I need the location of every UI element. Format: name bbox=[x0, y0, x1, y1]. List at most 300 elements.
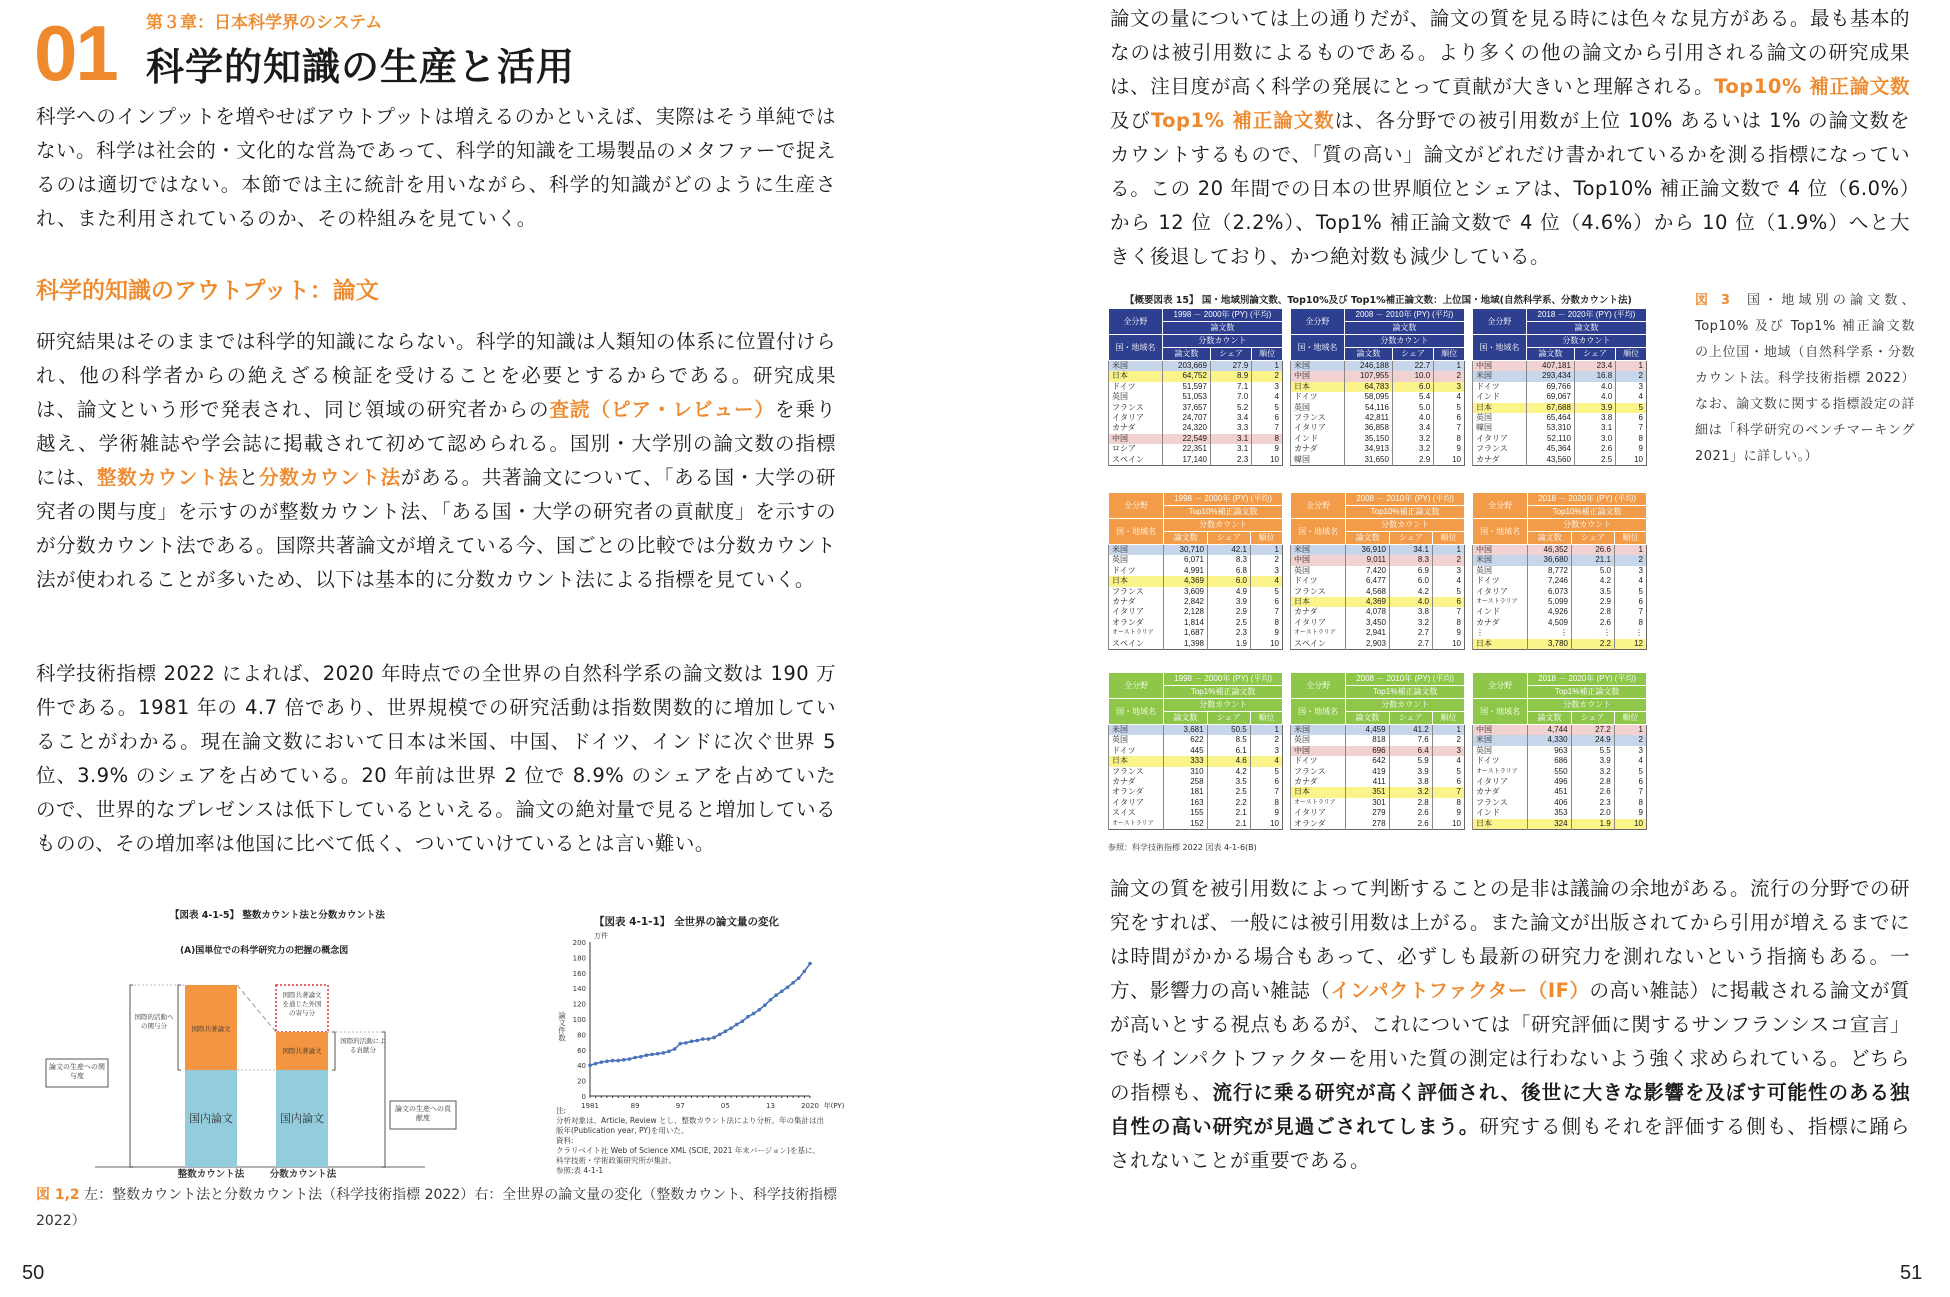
rank: 3 bbox=[1252, 382, 1283, 392]
country-name: 中国 bbox=[1291, 371, 1345, 381]
paper-count: 4,991 bbox=[1164, 566, 1208, 576]
rank: 9 bbox=[1252, 444, 1283, 454]
rank: 7 bbox=[1434, 423, 1465, 433]
share: 6.0 bbox=[1392, 382, 1433, 392]
rank: 5 bbox=[1252, 403, 1283, 413]
share: 3.2 bbox=[1392, 444, 1433, 454]
header-period: 2008 － 2010年 (PY) (平均) bbox=[1346, 673, 1465, 686]
paper-count: 696 bbox=[1346, 746, 1389, 756]
paper-count: 31,650 bbox=[1344, 455, 1392, 466]
header-country: 国・地域名 bbox=[1473, 519, 1528, 545]
country-name: イタリア bbox=[1291, 618, 1346, 628]
header-period: 2018 － 2020年 (PY) (平均) bbox=[1528, 493, 1647, 506]
share: 22.7 bbox=[1392, 361, 1433, 372]
data-point bbox=[729, 1026, 733, 1030]
keyword-peer-review: 査読（ピア・レビュー） bbox=[549, 398, 775, 421]
paper-count: 4,926 bbox=[1528, 607, 1572, 617]
paper-count: 7,246 bbox=[1528, 576, 1572, 586]
paper-count: 3,450 bbox=[1346, 618, 1390, 628]
country-name: 英国 bbox=[1109, 392, 1163, 402]
paper-count: 42,811 bbox=[1344, 413, 1392, 423]
data-point bbox=[695, 1039, 699, 1043]
paper-count: 54,116 bbox=[1344, 403, 1392, 413]
paper-count: 4,369 bbox=[1346, 597, 1390, 607]
header-country: 国・地域名 bbox=[1109, 699, 1164, 725]
quality-paragraph bbox=[1110, 2, 1910, 274]
country-name: フランス bbox=[1473, 798, 1528, 808]
chart-note-line: 資料: bbox=[556, 1136, 574, 1145]
rank: 4 bbox=[1432, 756, 1464, 766]
rank: 3 bbox=[1434, 382, 1465, 392]
chart-notes bbox=[556, 1106, 826, 1176]
figure3-text: 国・地域別の論文数、Top10% 及び Top1% 補正論文数の上位国・地域（自然科学系・分数カウント法。科学技術指標 2022）なお、論文数に関する指標設定の詳細は「科学研究のベンチマーキング 2021」に詳しい。） bbox=[1695, 293, 1915, 464]
paper-count: 353 bbox=[1528, 808, 1571, 818]
paper-count: 163 bbox=[1164, 798, 1207, 808]
rank: 9 bbox=[1250, 808, 1282, 818]
table-row bbox=[1291, 403, 1465, 413]
data-point bbox=[803, 969, 807, 973]
paper-count: 686 bbox=[1528, 756, 1571, 766]
paper-count: 64,783 bbox=[1344, 382, 1392, 392]
share: 2.5 bbox=[1208, 618, 1251, 628]
table-row bbox=[1109, 455, 1283, 466]
share: 3.9 bbox=[1208, 597, 1251, 607]
header-count-method: 分数カウント bbox=[1344, 335, 1464, 348]
header-all-fields: 全分野 bbox=[1473, 309, 1527, 335]
share: 6.9 bbox=[1390, 566, 1433, 576]
data-point bbox=[633, 1056, 637, 1060]
table-header-row bbox=[1473, 309, 1647, 322]
share: 1.9 bbox=[1208, 639, 1251, 650]
chapter-number: 01 bbox=[34, 9, 117, 97]
rank: 7 bbox=[1614, 607, 1646, 617]
table-row bbox=[1291, 735, 1465, 745]
country-name: 米国 bbox=[1473, 735, 1528, 745]
rank: 1 bbox=[1434, 361, 1465, 372]
header-column: シェア bbox=[1392, 348, 1433, 361]
table-figure-title: 【概要図表 15】 国・地域別論文数、Top10%及び Top1%補正論文数：上位国・地域(自然科学系、分数カウント法) bbox=[1125, 295, 1632, 306]
text: 論文の質を被引用数によって判断することの是非は議論の余地がある。流行の分野での研究をすれば、一般には被引用数は上がる。また論文が出版されてから引用が増えるまでには時間がかかる場合もあって、必ずしも最新の研究力を測れないという指摘もある。一方、影響力の高い雑誌（ bbox=[1110, 877, 1911, 1002]
y-tick-label: 200 bbox=[572, 939, 586, 947]
share: 6.4 bbox=[1389, 746, 1432, 756]
data-point bbox=[599, 1060, 603, 1064]
rank: 10 bbox=[1432, 819, 1464, 830]
rank: 9 bbox=[1434, 444, 1465, 454]
header-column: シェア bbox=[1208, 532, 1251, 545]
table-row bbox=[1291, 746, 1465, 756]
paper-count: 64,752 bbox=[1162, 371, 1210, 381]
country-name: 日本 bbox=[1109, 576, 1164, 586]
rank: 2 bbox=[1614, 555, 1646, 565]
data-point bbox=[718, 1033, 722, 1037]
table-row bbox=[1473, 725, 1647, 736]
country-name: 日本 bbox=[1291, 787, 1346, 797]
table-row bbox=[1291, 597, 1465, 607]
header-column: 論文数 bbox=[1164, 712, 1207, 725]
share: 3.2 bbox=[1571, 767, 1614, 777]
table-row bbox=[1291, 777, 1465, 787]
share: 3.8 bbox=[1389, 777, 1432, 787]
country-name: 英国 bbox=[1473, 746, 1528, 756]
paper-count: 65,464 bbox=[1526, 413, 1574, 423]
paper-count: 7,420 bbox=[1346, 566, 1390, 576]
paper-count: 181 bbox=[1164, 787, 1207, 797]
table-row bbox=[1109, 787, 1283, 797]
ranking-table-grid bbox=[1290, 672, 1465, 830]
country-name: ⋮ bbox=[1473, 628, 1528, 638]
ranking-table-grid bbox=[1472, 672, 1647, 830]
ranking-table bbox=[1108, 308, 1283, 466]
ranking-table bbox=[1472, 308, 1647, 466]
header-metric: 論文数 bbox=[1162, 322, 1282, 335]
country-name: 日本 bbox=[1473, 819, 1528, 830]
table-row bbox=[1473, 767, 1647, 777]
country-name: イタリア bbox=[1291, 423, 1345, 433]
header-column: 論文数 bbox=[1162, 348, 1210, 361]
table-header-row bbox=[1291, 673, 1465, 686]
paper-count: 4,369 bbox=[1164, 576, 1208, 586]
country-name: カナダ bbox=[1291, 777, 1346, 787]
data-point bbox=[724, 1030, 728, 1034]
rank: 8 bbox=[1614, 798, 1646, 808]
paper-count: 1,687 bbox=[1164, 628, 1208, 638]
share: 3.1 bbox=[1210, 434, 1251, 444]
share: 2.6 bbox=[1389, 819, 1432, 830]
data-point bbox=[690, 1040, 694, 1044]
paper-count: 3,681 bbox=[1164, 725, 1207, 736]
x-label-whole: 整数カウント法 bbox=[177, 1169, 245, 1180]
keyword-fractional-count: 分数カウント法 bbox=[258, 466, 401, 489]
country-name: イタリア bbox=[1291, 808, 1346, 818]
paper-count: 3,609 bbox=[1164, 587, 1208, 597]
rank: 2 bbox=[1432, 555, 1464, 565]
table-row bbox=[1473, 639, 1647, 650]
header-period: 1998 － 2000年 (PY) (平均) bbox=[1164, 493, 1283, 506]
table-row bbox=[1109, 413, 1283, 423]
data-point bbox=[678, 1042, 682, 1046]
rank: 1 bbox=[1432, 545, 1464, 556]
table-row bbox=[1291, 413, 1465, 423]
table-row bbox=[1291, 787, 1465, 797]
header-metric: Top10%補正論文数 bbox=[1346, 506, 1465, 519]
label-intl-involvement: 国際的活動への関与分 bbox=[134, 1013, 174, 1030]
country-name: 日本 bbox=[1473, 639, 1528, 650]
country-name: ドイツ bbox=[1291, 576, 1346, 586]
table-row bbox=[1473, 545, 1647, 556]
header-count-method: 分数カウント bbox=[1162, 335, 1282, 348]
rank: 12 bbox=[1614, 639, 1646, 650]
table-header-row bbox=[1109, 493, 1283, 506]
share: 5.5 bbox=[1571, 746, 1614, 756]
header-column: シェア bbox=[1210, 348, 1251, 361]
chapter-title: 科学的知識の生産と活用 bbox=[146, 45, 576, 89]
rank: 6 bbox=[1616, 413, 1647, 423]
country-name: スペイン bbox=[1109, 639, 1164, 650]
y-tick-label: 20 bbox=[577, 1077, 586, 1086]
table-row bbox=[1473, 808, 1647, 818]
share: 4.0 bbox=[1392, 413, 1433, 423]
share: 34.1 bbox=[1390, 545, 1433, 556]
data-point bbox=[769, 998, 773, 1002]
table-row bbox=[1473, 403, 1647, 413]
share: 7.6 bbox=[1389, 735, 1432, 745]
country-name: スペイン bbox=[1291, 639, 1346, 650]
country-name: 米国 bbox=[1109, 361, 1163, 372]
rank: 3 bbox=[1250, 566, 1282, 576]
data-point bbox=[707, 1037, 711, 1041]
paper-count: 152 bbox=[1164, 819, 1207, 830]
country-name: オランダ bbox=[1109, 787, 1164, 797]
country-name: イタリア bbox=[1473, 777, 1528, 787]
share: 4.0 bbox=[1574, 392, 1615, 402]
share: 4.2 bbox=[1390, 587, 1433, 597]
country-name: フランス bbox=[1109, 587, 1164, 597]
table-row bbox=[1291, 808, 1465, 818]
country-name: フランス bbox=[1109, 403, 1163, 413]
table-row bbox=[1109, 808, 1283, 818]
series-line bbox=[590, 964, 810, 1066]
chart-note-line: 分析対象は、Article, Review とし、整数カウント法により分析。年の集計は出版年(Publication year, PY)を用いた。 bbox=[556, 1116, 824, 1135]
paper-count: ⋮ bbox=[1528, 628, 1572, 638]
ranking-table-grid bbox=[1290, 308, 1465, 466]
share: 1.9 bbox=[1571, 819, 1614, 830]
country-name: カナダ bbox=[1473, 455, 1527, 466]
counting-method-diagram bbox=[40, 905, 510, 1180]
share: 4.0 bbox=[1574, 382, 1615, 392]
rank: 7 bbox=[1250, 607, 1282, 617]
country-name: 日本 bbox=[1291, 382, 1345, 392]
rank: 4 bbox=[1614, 756, 1646, 766]
country-name: 日本 bbox=[1291, 597, 1346, 607]
header-count-method: 分数カウント bbox=[1526, 335, 1646, 348]
table-row bbox=[1291, 444, 1465, 454]
rank: 3 bbox=[1616, 382, 1647, 392]
paper-count: 51,597 bbox=[1162, 382, 1210, 392]
share: 8.5 bbox=[1207, 735, 1250, 745]
country-name: 英国 bbox=[1291, 735, 1346, 745]
data-point bbox=[639, 1055, 643, 1059]
table-row bbox=[1291, 371, 1465, 381]
header-column: 順位 bbox=[1432, 532, 1464, 545]
country-name: オーストラリア bbox=[1291, 798, 1346, 808]
label-domestic-1: 国内論文 bbox=[189, 1112, 233, 1125]
data-point bbox=[594, 1062, 598, 1066]
paper-count: 2,842 bbox=[1164, 597, 1208, 607]
table-header-row bbox=[1291, 699, 1465, 712]
header-all-fields: 全分野 bbox=[1291, 673, 1346, 699]
share: 24.9 bbox=[1571, 735, 1614, 745]
x-label-fractional: 分数カウント法 bbox=[269, 1169, 337, 1180]
rank: 1 bbox=[1432, 725, 1464, 736]
text: 研究する側もそれを評価する側も、指標に踊らされないことが重要である。 bbox=[1110, 1115, 1910, 1172]
country-name: インド bbox=[1473, 808, 1528, 818]
share: 7.1 bbox=[1210, 382, 1251, 392]
table-row bbox=[1109, 735, 1283, 745]
table-header-row bbox=[1109, 673, 1283, 686]
table-row bbox=[1109, 777, 1283, 787]
rank: 9 bbox=[1250, 628, 1282, 638]
paper-count: 4,509 bbox=[1528, 618, 1572, 628]
paper-count: 30,710 bbox=[1164, 545, 1208, 556]
country-name: ドイツ bbox=[1473, 576, 1528, 586]
header-period: 1998 － 2000年 (PY) (平均) bbox=[1164, 673, 1283, 686]
y-tick-label: 0 bbox=[581, 1093, 586, 1101]
rank: 8 bbox=[1432, 618, 1464, 628]
ranking-table bbox=[1290, 308, 1465, 466]
share: 3.4 bbox=[1392, 423, 1433, 433]
data-point bbox=[701, 1037, 705, 1041]
table-row bbox=[1109, 597, 1283, 607]
ranking-table bbox=[1290, 492, 1465, 650]
paper-count: 496 bbox=[1528, 777, 1571, 787]
rank: 9 bbox=[1432, 628, 1464, 638]
header-count-method: 分数カウント bbox=[1346, 699, 1465, 712]
header-column: 順位 bbox=[1616, 348, 1647, 361]
table-row bbox=[1291, 725, 1465, 736]
header-column: 論文数 bbox=[1164, 532, 1208, 545]
ranking-table-grid bbox=[1108, 672, 1283, 830]
table-row bbox=[1473, 423, 1647, 433]
country-name: インド bbox=[1473, 392, 1527, 402]
data-point bbox=[645, 1053, 649, 1057]
share: 50.5 bbox=[1207, 725, 1250, 736]
country-name: ドイツ bbox=[1291, 392, 1345, 402]
country-name: ドイツ bbox=[1473, 756, 1528, 766]
header-all-fields: 全分野 bbox=[1109, 673, 1164, 699]
data-point bbox=[673, 1047, 677, 1051]
rank: 4 bbox=[1434, 392, 1465, 402]
rank: 4 bbox=[1616, 392, 1647, 402]
header-count-method: 分数カウント bbox=[1528, 699, 1647, 712]
table-row bbox=[1109, 392, 1283, 402]
table-row bbox=[1291, 566, 1465, 576]
bracket-intl-involvement bbox=[178, 985, 181, 1070]
header-column: シェア bbox=[1389, 712, 1432, 725]
header-metric: 論文数 bbox=[1344, 322, 1464, 335]
data-point bbox=[656, 1052, 660, 1056]
rank: 7 bbox=[1614, 787, 1646, 797]
header-metric: Top10%補正論文数 bbox=[1528, 506, 1647, 519]
share: 42.1 bbox=[1208, 545, 1251, 556]
table-row bbox=[1473, 798, 1647, 808]
share: 3.9 bbox=[1571, 756, 1614, 766]
keyword-whole-count: 整数カウント法 bbox=[96, 466, 239, 489]
share: 2.8 bbox=[1571, 777, 1614, 787]
rank: ⋮ bbox=[1614, 628, 1646, 638]
rank: 9 bbox=[1614, 808, 1646, 818]
header-period: 2008 － 2010年 (PY) (平均) bbox=[1344, 309, 1464, 322]
paper-count: 258 bbox=[1164, 777, 1207, 787]
rank: 1 bbox=[1616, 361, 1647, 372]
header-count-method: 分数カウント bbox=[1164, 519, 1283, 532]
header-country: 国・地域名 bbox=[1291, 699, 1346, 725]
label-foreign-share: 国際共著論文を通じた外国の寄与分 bbox=[282, 991, 322, 1017]
share: 7.0 bbox=[1210, 392, 1251, 402]
table-row bbox=[1291, 819, 1465, 830]
world-output-paragraph: 科学技術指標 2022 によれば、2020 年時点での全世界の自然科学系の論文数は 190 万件である。1981 年の 4.7 倍であり、世界規模での研究活動は指数関数的に増加していることがわかる。現在論文数において日本は米国、中国、ドイツ、インドに次ぐ世界 5 位、3.9% のシェアを占めている。20 年前は世界 2 位で 8.9% のシェアを占めていたので、世界的なプレゼンスは低下しているといえる。論文の絶対量で見ると増加しているものの、その増加率は他国に比べて低く、ついていけているとは言い難い。 bbox=[36, 662, 836, 855]
section-heading: 科学的知識のアウトプット：論文 bbox=[36, 278, 379, 304]
table-header-row bbox=[1473, 335, 1647, 348]
share: 23.4 bbox=[1574, 361, 1615, 372]
rank: 5 bbox=[1432, 587, 1464, 597]
table-header-row bbox=[1109, 699, 1283, 712]
country-name: 中国 bbox=[1473, 725, 1528, 736]
table-row bbox=[1473, 746, 1647, 756]
bracket-intl-contribution bbox=[332, 1032, 335, 1070]
table-header-row bbox=[1291, 335, 1465, 348]
rank: 1 bbox=[1614, 545, 1646, 556]
share: 2.2 bbox=[1572, 639, 1615, 650]
share: 3.2 bbox=[1392, 434, 1433, 444]
ranking-table-grid bbox=[1108, 492, 1283, 650]
country-name: カナダ bbox=[1109, 777, 1164, 787]
share: 27.2 bbox=[1571, 725, 1614, 736]
country-name: 英国 bbox=[1109, 555, 1164, 565]
country-name: 英国 bbox=[1473, 413, 1527, 423]
share: 3.8 bbox=[1390, 607, 1433, 617]
rank: 1 bbox=[1250, 545, 1282, 556]
paper-count: 24,707 bbox=[1162, 413, 1210, 423]
share: 2.0 bbox=[1571, 808, 1614, 818]
country-name: オーストラリア bbox=[1109, 819, 1164, 830]
table-row bbox=[1473, 819, 1647, 830]
share: 2.6 bbox=[1574, 444, 1615, 454]
figure3-label: 図 3 bbox=[1695, 293, 1731, 308]
table-header-row bbox=[1109, 309, 1283, 322]
table-row bbox=[1473, 444, 1647, 454]
header-column: 論文数 bbox=[1528, 712, 1571, 725]
data-point bbox=[662, 1051, 666, 1055]
rank: 6 bbox=[1252, 413, 1283, 423]
header-country: 国・地域名 bbox=[1473, 699, 1528, 725]
table-row bbox=[1109, 725, 1283, 736]
keyword-top10: Top10% 補正論文数 bbox=[1714, 75, 1910, 98]
x-tick-label: 97 bbox=[675, 1102, 685, 1110]
rank: 5 bbox=[1616, 403, 1647, 413]
header-country: 国・地域名 bbox=[1291, 519, 1346, 545]
table-row bbox=[1473, 382, 1647, 392]
caption-text: 左：整数カウント法と分数カウント法（科学技術指標 2022）右：全世界の論文量の変化（整数カウント、科学技術指標 2022） bbox=[36, 1187, 837, 1229]
table-header-row bbox=[1473, 493, 1647, 506]
header-country: 国・地域名 bbox=[1473, 335, 1527, 361]
share: 16.8 bbox=[1574, 371, 1615, 381]
country-name: 米国 bbox=[1473, 371, 1527, 381]
share: ⋮ bbox=[1572, 628, 1615, 638]
share: 2.6 bbox=[1389, 808, 1432, 818]
share: 2.9 bbox=[1208, 607, 1251, 617]
paper-count: 43,560 bbox=[1526, 455, 1574, 466]
rank: 6 bbox=[1250, 777, 1282, 787]
table-row bbox=[1473, 566, 1647, 576]
rank: 6 bbox=[1434, 413, 1465, 423]
country-name: オランダ bbox=[1291, 819, 1346, 830]
rank: 6 bbox=[1614, 777, 1646, 787]
paper-count: 310 bbox=[1164, 767, 1207, 777]
rank: 4 bbox=[1250, 756, 1282, 766]
data-point bbox=[735, 1023, 739, 1027]
country-name: オーストラリア bbox=[1109, 628, 1164, 638]
table-row bbox=[1473, 555, 1647, 565]
paper-count: 445 bbox=[1164, 746, 1207, 756]
table-row bbox=[1109, 555, 1283, 565]
share: 3.2 bbox=[1390, 618, 1433, 628]
text: 及び bbox=[1110, 109, 1151, 132]
paper-count: 22,549 bbox=[1162, 434, 1210, 444]
rank: 10 bbox=[1614, 819, 1646, 830]
paper-count: 46,352 bbox=[1528, 545, 1572, 556]
header-metric: 論文数 bbox=[1526, 322, 1646, 335]
y-tick-label: 140 bbox=[572, 985, 586, 994]
